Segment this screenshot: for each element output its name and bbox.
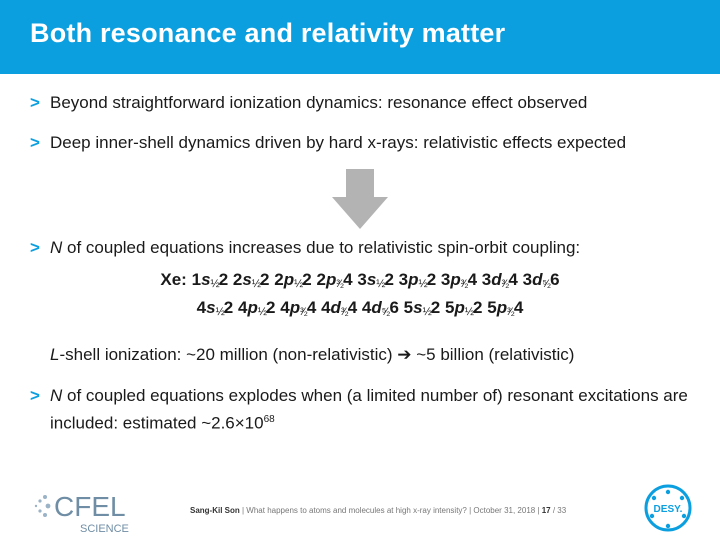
orbital-occupancy: 4 xyxy=(347,298,358,317)
orbital-j: ½ xyxy=(257,306,267,318)
page-number: 17 xyxy=(541,506,551,515)
orbital-n: 3 xyxy=(522,270,533,289)
cfel-wordmark: CFEL xyxy=(54,491,126,522)
orbital-j: ³⁄₂ xyxy=(507,306,514,318)
orbital-list xyxy=(192,270,560,289)
orbital-term xyxy=(445,298,483,317)
orbital-l: p xyxy=(408,270,419,289)
bullet-marker: > xyxy=(30,386,40,405)
orbital-l: s xyxy=(201,270,211,289)
orbital-n: 2 xyxy=(232,270,243,289)
bullet-resonance xyxy=(30,91,690,115)
bullet-resonant-excitations xyxy=(30,384,690,436)
down-arrow-icon xyxy=(332,169,388,229)
bullet-text-rest: of coupled equations explodes when (a limited number of) resonant excitations are included: estimated ~2.6×10 xyxy=(50,386,688,433)
orbital-occupancy: 4 xyxy=(508,270,518,289)
orbital-term xyxy=(441,270,477,289)
orbital-n: 1 xyxy=(191,270,202,289)
title-bar xyxy=(0,0,720,74)
orbital-l: p xyxy=(325,270,337,289)
bullet-marker: > xyxy=(30,238,40,257)
orbital-j: ½ xyxy=(251,278,261,290)
italic-l: L xyxy=(50,345,60,364)
orbital-n: 4 xyxy=(361,298,372,317)
cfel-science-logo xyxy=(30,484,140,536)
slide-title: Both resonance and relativity matter xyxy=(30,18,506,48)
orbital-l: d xyxy=(532,270,543,289)
config-prefix: Xe: xyxy=(160,270,187,289)
orbital-l: p xyxy=(450,270,461,289)
italic-n: N xyxy=(50,386,63,405)
orbital-occupancy: 2 xyxy=(430,298,441,317)
orbital-occupancy: 2 xyxy=(260,270,270,289)
orbital-term xyxy=(317,270,353,289)
orbital-j: ³⁄₂ xyxy=(460,278,468,290)
orbital-term xyxy=(357,270,394,289)
l-shell-rest: -shell ionization: ~20 million (non-relativistic) ➔ ~5 billion (relativistic) xyxy=(59,345,575,364)
orbital-n: 4 xyxy=(321,298,331,317)
orbital-n: 5 xyxy=(487,298,497,317)
orbital-term xyxy=(192,270,229,289)
bullet-text-rest: of coupled equations increases due to relativistic spin-orbit coupling: xyxy=(62,238,581,257)
orbital-occupancy: 2 xyxy=(218,270,229,289)
orbital-term xyxy=(404,298,441,317)
orbital-j: ³⁄₂ xyxy=(300,306,307,318)
orbital-l: s xyxy=(413,298,423,317)
orbital-occupancy: 2 xyxy=(473,298,483,317)
bullet-text: Deep inner-shell dynamics driven by hard x-rays: relativistic effects expected xyxy=(50,133,627,152)
orbital-term xyxy=(321,298,357,317)
orbital-term xyxy=(238,298,276,317)
orbital-j: ½ xyxy=(210,278,219,290)
orbital-term xyxy=(197,298,234,317)
orbital-l: p xyxy=(454,298,465,317)
orbital-l: d xyxy=(330,298,341,317)
orbital-l: p xyxy=(247,298,258,317)
orbital-j: ³⁄₂ xyxy=(336,278,344,290)
orbital-term xyxy=(274,270,312,289)
desy-wordmark: DESY. xyxy=(653,504,683,515)
page-total: / 33 xyxy=(550,506,567,515)
orbital-occupancy: 2 xyxy=(266,298,276,317)
orbital-occupancy: 6 xyxy=(550,270,560,289)
orbital-n: 4 xyxy=(196,298,207,317)
orbital-j: ½ xyxy=(418,278,427,290)
orbital-n: 3 xyxy=(357,270,367,289)
orbital-l: d xyxy=(491,270,502,289)
orbital-j: ⁵⁄₂ xyxy=(381,306,390,318)
orbital-term xyxy=(487,298,523,317)
orbital-j: ⁵⁄₂ xyxy=(542,278,551,290)
orbital-n: 4 xyxy=(237,298,248,317)
orbital-n: 4 xyxy=(280,298,290,317)
orbital-occupancy: 2 xyxy=(426,270,437,289)
orbital-l: p xyxy=(496,298,508,317)
orbital-occupancy: 4 xyxy=(306,298,317,317)
orbital-j: ½ xyxy=(422,306,431,318)
orbital-occupancy: 6 xyxy=(389,298,399,317)
orbital-term xyxy=(280,298,316,317)
orbital-list xyxy=(197,298,524,317)
xe-configuration-line-1 xyxy=(0,270,720,290)
orbital-term xyxy=(523,270,560,289)
orbital-j: ³⁄₂ xyxy=(501,278,509,290)
orbital-l: p xyxy=(289,298,301,317)
footer-info: | What happens to atoms and molecules at high x-ray intensity? | October 31, 2018 | xyxy=(239,506,542,515)
orbital-occupancy: 4 xyxy=(467,270,478,289)
l-shell-ionization-text xyxy=(50,345,574,365)
italic-n: N xyxy=(50,238,63,257)
orbital-l: s xyxy=(366,270,377,289)
xe-configuration-line-2 xyxy=(0,298,720,318)
orbital-l: d xyxy=(371,298,382,317)
bullet-relativistic xyxy=(30,131,690,155)
orbital-term xyxy=(233,270,270,289)
orbital-term xyxy=(362,298,399,317)
orbital-term xyxy=(482,270,518,289)
desy-logo xyxy=(644,484,692,532)
bullet-marker: > xyxy=(30,93,40,112)
orbital-l: s xyxy=(242,270,252,289)
orbital-n: 3 xyxy=(481,270,492,289)
orbital-l: s xyxy=(206,298,216,317)
orbital-term xyxy=(399,270,437,289)
orbital-occupancy: 2 xyxy=(384,270,394,289)
orbital-n: 2 xyxy=(274,270,284,289)
orbital-occupancy: 2 xyxy=(302,270,312,289)
orbital-n: 5 xyxy=(444,298,455,317)
orbital-occupancy: 2 xyxy=(223,298,234,317)
orbital-n: 3 xyxy=(398,270,409,289)
orbital-n: 3 xyxy=(440,270,451,289)
orbital-j: ½ xyxy=(464,306,474,318)
orbital-occupancy: 4 xyxy=(343,270,353,289)
science-wordmark: SCIENCE xyxy=(80,523,129,535)
orbital-j: ½ xyxy=(215,306,224,318)
orbital-n: 5 xyxy=(403,298,414,317)
orbital-occupancy: 4 xyxy=(513,298,524,317)
bullet-text xyxy=(50,384,690,436)
footer-author: Sang-Kil Son xyxy=(190,506,240,515)
orbital-n: 2 xyxy=(316,270,326,289)
orbital-j: ½ xyxy=(376,278,385,290)
bullet-spin-orbit xyxy=(30,236,690,260)
bullet-text: Beyond straightforward ionization dynamics: resonance effect observed xyxy=(50,93,588,112)
bullet-marker: > xyxy=(30,133,40,152)
footer xyxy=(190,506,566,515)
exponent: 68 xyxy=(263,414,275,425)
orbital-l: p xyxy=(283,270,295,289)
bullet-text xyxy=(50,236,690,260)
orbital-j: ³⁄₂ xyxy=(340,306,348,318)
orbital-j: ½ xyxy=(294,278,303,290)
